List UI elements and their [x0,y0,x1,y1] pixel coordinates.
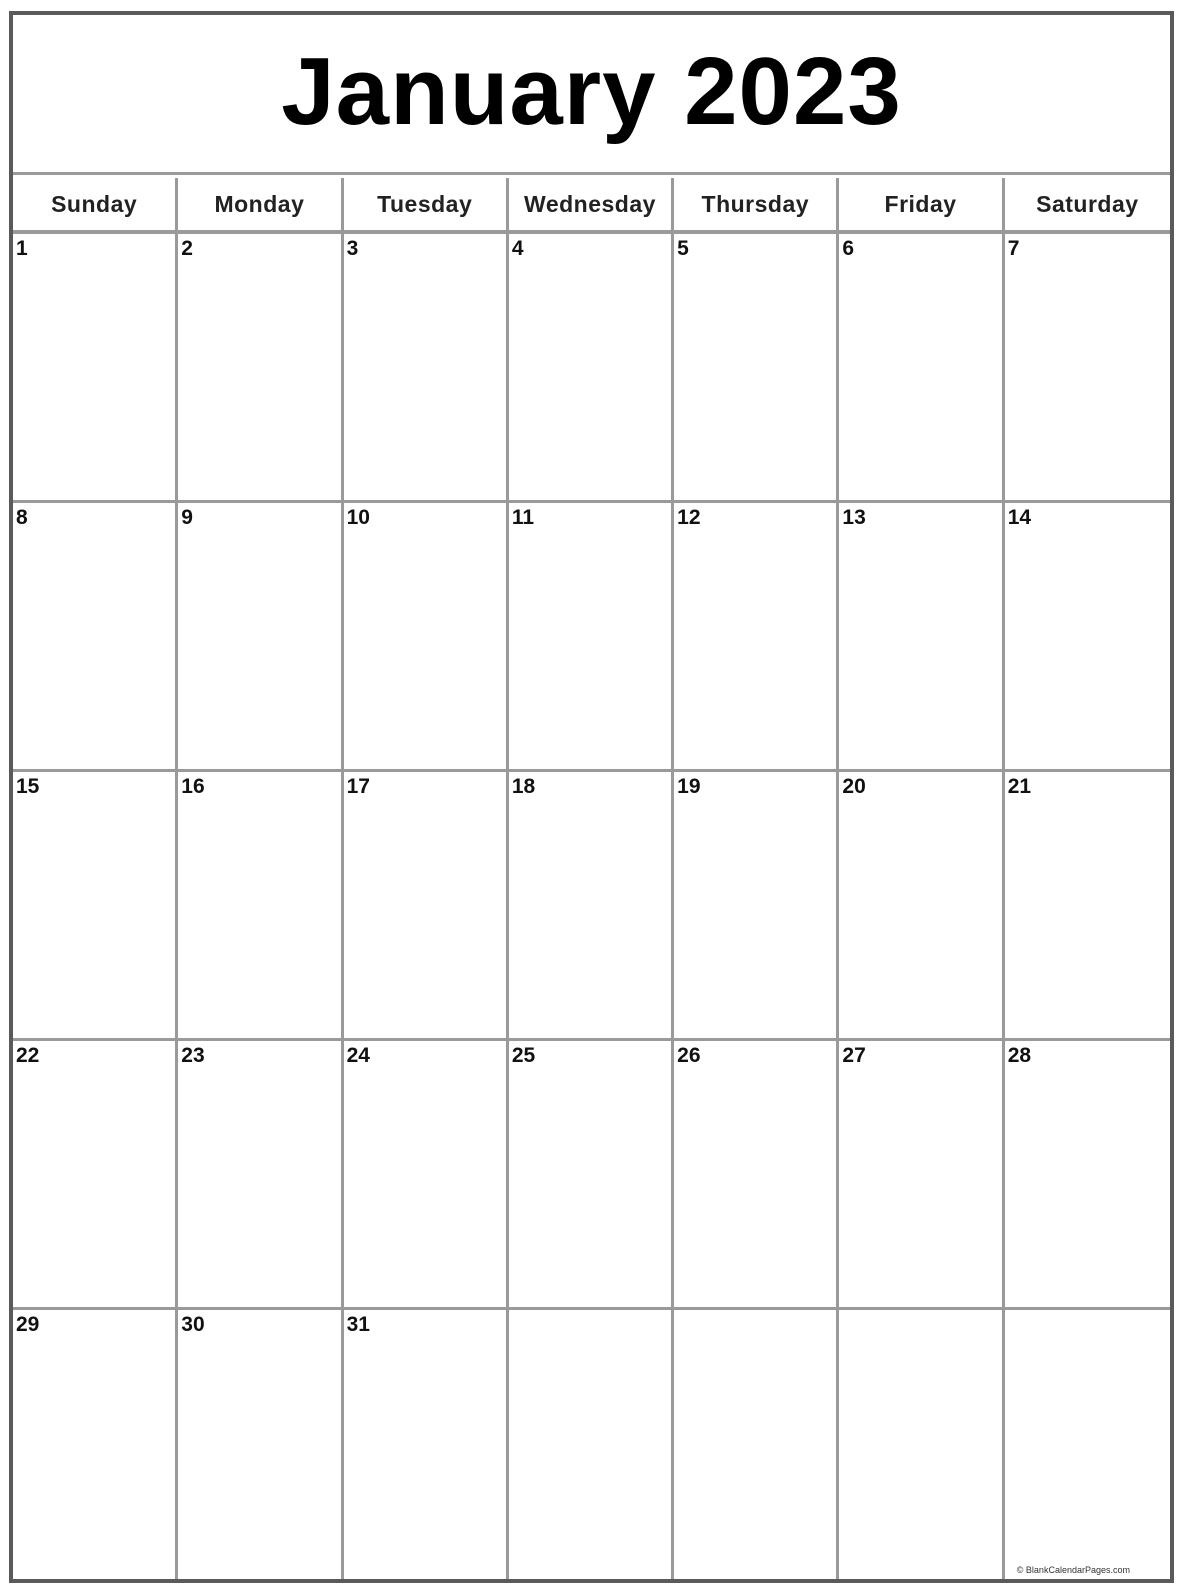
day-cell [178,772,343,1041]
date-number: 31 [346,1313,370,1336]
date-number: 19 [677,775,701,798]
date-number: 27 [842,1044,866,1067]
date-number: 10 [346,506,370,529]
date-number: 16 [181,775,205,798]
day-cell [509,503,674,772]
day-cell [509,1310,674,1579]
day-cell [13,1041,178,1310]
date-number: 2 [181,237,193,260]
day-cell [674,1310,839,1579]
date-number: 22 [16,1044,40,1067]
day-cell [839,503,1004,772]
day-cell [839,234,1004,503]
day-cell [839,1310,1004,1579]
date-number: 11 [511,506,535,529]
weekday-header-row [13,178,1170,234]
weekday-friday: Friday [839,178,1004,230]
day-cell [1005,1041,1170,1310]
day-cell [674,234,839,503]
date-number: 4 [511,237,524,260]
day-cell [1005,503,1170,772]
date-number: 7 [1007,237,1020,260]
calendar [9,11,1174,1583]
day-cell [674,503,839,772]
date-number: 23 [181,1044,205,1067]
date-number: 13 [842,506,866,529]
day-cell [839,1041,1004,1310]
date-number: 5 [677,237,689,260]
date-number: 15 [16,775,40,798]
day-cell [344,1041,509,1310]
day-cell [509,234,674,503]
weekday-monday: Monday [178,178,343,230]
weekday-sunday: Sunday [13,178,178,230]
day-cell [344,234,509,503]
weekday-saturday: Saturday [1036,190,1139,217]
date-number: 14 [1007,506,1032,529]
day-cell [839,772,1004,1041]
day-cell [1005,234,1170,503]
date-number: 18 [511,775,536,798]
day-cell [344,772,509,1041]
date-number: 17 [346,775,370,798]
weekday-thursday: Thursday [674,178,839,230]
date-number: 29 [16,1313,40,1336]
date-number: 30 [181,1313,205,1336]
date-number: 6 [842,237,855,260]
date-number: 24 [346,1044,370,1067]
day-cell [344,503,509,772]
day-cell [13,772,178,1041]
weekday-tuesday: Tuesday [344,178,509,230]
day-cell [1005,772,1170,1041]
date-number: 8 [16,506,28,529]
date-number: 28 [1007,1044,1032,1067]
day-cell [13,1310,178,1579]
date-number: 25 [511,1044,536,1067]
day-cell [1005,1310,1170,1579]
day-cell [178,1041,343,1310]
day-cell [178,234,343,503]
day-cell [674,772,839,1041]
day-cell [674,1041,839,1310]
date-number: 3 [346,237,359,260]
day-cell [13,503,178,772]
date-number: 1 [16,237,28,260]
day-cell [509,772,674,1041]
day-cell [178,503,343,772]
date-number: 12 [677,506,701,529]
date-number: 26 [677,1044,701,1067]
day-cell [509,1041,674,1310]
day-cell [344,1310,509,1579]
calendar-title: January 2023 [281,37,902,145]
weekday-wednesday: Wednesday [509,178,674,230]
credit-text: © BlankCalendarPages.com [1016,1565,1130,1575]
title-bar [13,15,1170,175]
day-cell [13,234,178,503]
date-number: 21 [1007,775,1032,798]
date-grid [13,234,1170,1579]
date-number: 20 [842,775,866,798]
day-cell [178,1310,343,1579]
date-number: 9 [181,506,193,529]
